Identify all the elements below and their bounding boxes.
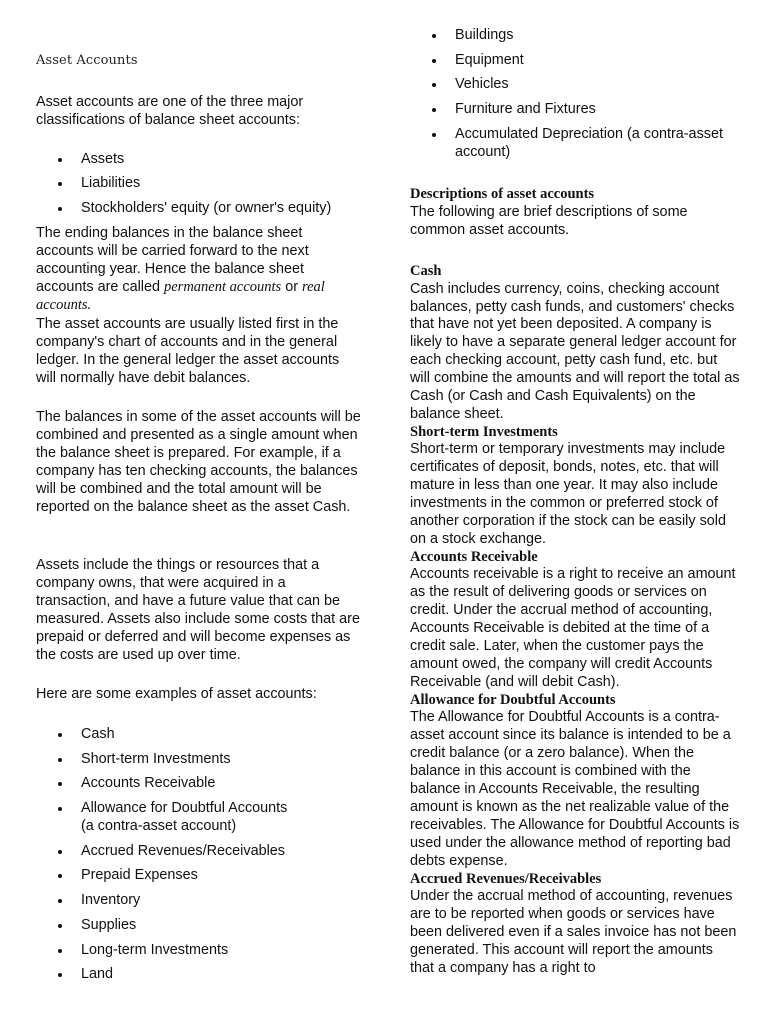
list-item: Vehicles <box>410 76 750 94</box>
bullet-icon <box>432 108 436 112</box>
list-item: Equipment <box>410 52 750 70</box>
section-body-accrued-revenues: Under the accrual method of accounting, revenues are to be reported when goods or services have been delivered even if a sales invoice has not been generated. This account will report the amounts that a company has a right to <box>410 888 737 976</box>
bullet-icon <box>432 83 436 87</box>
list-item: Accounts Receivable <box>36 775 336 793</box>
list-item: Short-term Investments <box>36 751 336 769</box>
list-item: Accumulated Depreciation (a contra-asset account) <box>410 126 750 162</box>
descriptions-section <box>410 186 740 239</box>
section-heading-accrued-revenues: Accrued Revenues/Receivables <box>410 870 602 887</box>
bullet-icon <box>58 874 62 878</box>
bullet-icon <box>432 59 436 63</box>
list-item: Long-term Investments <box>36 942 336 960</box>
account-descriptions <box>410 263 740 978</box>
list-item: Land <box>36 966 336 984</box>
examples-list-continued <box>410 27 750 162</box>
listing-paragraph: The asset accounts are usually listed first in the company's chart of accounts and in the general ledger. In the general ledger the asset accounts will normally have debit balances. <box>36 316 340 386</box>
classifications-list <box>36 151 364 218</box>
bullet-icon <box>58 182 62 186</box>
bullet-icon <box>58 899 62 903</box>
bullet-icon <box>58 207 62 211</box>
combined-balances-paragraph: The balances in some of the asset accounts will be combined and presented as a single amount when the balance sheet is prepared. For example, if a company has ten checking accounts, the balances will be combined and the total amount will be reported on the balance sheet as the asset Cash. <box>36 409 361 515</box>
descriptions-heading: Descriptions of asset accounts <box>410 186 595 202</box>
bullet-icon <box>58 733 62 737</box>
section-heading-short-term-investments: Short-term Investments <box>410 423 558 440</box>
section-heading-allowance: Allowance for Doubtful Accounts <box>410 691 616 708</box>
descriptions-intro: The following are brief descriptions of some common asset accounts. <box>410 203 688 238</box>
section-body-cash: Cash includes currency, coins, checking account balances, petty cash funds, and customers' checks that have not yet been deposited. A company is likely to have a separate general ledger account for each checking account, petty cash fund, etc. but will combine the amounts and will report the total as Cash (or Cash and Cash Equivalents) on the balance sheet. <box>410 280 740 422</box>
bullet-icon <box>432 133 436 137</box>
list-item: Supplies <box>36 917 336 935</box>
list-item: Assets <box>36 151 364 169</box>
section-body-accounts-receivable: Accounts receivable is a right to receive an amount as the result of delivering goods or services on credit. Under the accrual method of accounting, Accounts Receivable is debited at the time of a credit sale. Later, when the customer pays the amount owed, the company will credit Accounts Receivable (and will debit Cash). <box>410 566 736 690</box>
list-item: Stockholders' equity (or owner's equity) <box>36 200 364 218</box>
bullet-icon <box>58 782 62 786</box>
bullet-icon <box>58 924 62 928</box>
bullet-icon <box>58 850 62 854</box>
intro-paragraph: Asset accounts are one of the three major classifications of balance sheet accounts: <box>36 94 304 128</box>
list-item: Prepaid Expenses <box>36 867 336 885</box>
list-item: Cash <box>36 726 336 744</box>
bullet-icon <box>58 949 62 953</box>
list-item: Allowance for Doubtful Accounts (a contra-asset account) <box>36 800 336 836</box>
bullet-icon <box>58 807 62 811</box>
section-body-short-term-investments: Short-term or temporary investments may include certificates of deposit, bonds, notes, etc. that will mature in less than one year. It may also include investments in the common or preferred stock of another corporation if the stock can be easily sold on a stock exchange. <box>410 441 726 547</box>
list-item: Liabilities <box>36 175 364 193</box>
list-item: Furniture and Fixtures <box>410 101 750 119</box>
section-body-allowance: The Allowance for Doubtful Accounts is a contra-asset account since its balance is intended to be a credit balance (or a zero balance). When the balance in this account is combined with the balance in Accounts Receivable, the resulting amount is known as the net realizable value of the receivables. The Allowance for Doubtful Accounts is used under the allowance method of reporting bad debts expense. <box>410 709 740 869</box>
examples-intro: Here are some examples of asset accounts: <box>36 686 317 702</box>
bullet-icon <box>432 34 436 38</box>
examples-list <box>36 726 336 984</box>
bullet-icon <box>58 973 62 977</box>
list-item: Inventory <box>36 892 336 910</box>
permanent-accounts-paragraph: The ending balances in the balance sheet accounts will be carried forward to the next accounting year. Hence the balance sheet accounts are called permanent accounts or real accounts. <box>36 225 325 313</box>
page-title: Asset Accounts <box>36 53 138 68</box>
list-item: Accrued Revenues/Receivables <box>36 843 336 861</box>
assets-definition-paragraph: Assets include the things or resources that a company owns, that were acquired in a transaction, and have a future value that can be measured. Assets also include some costs that are prepaid or deferred and will become expenses as the costs are used up over time. <box>36 557 360 663</box>
bullet-icon <box>58 758 62 762</box>
bullet-icon <box>58 158 62 162</box>
section-heading-accounts-receivable: Accounts Receivable <box>410 548 538 565</box>
section-heading-cash: Cash <box>410 263 442 279</box>
list-item: Buildings <box>410 27 750 45</box>
